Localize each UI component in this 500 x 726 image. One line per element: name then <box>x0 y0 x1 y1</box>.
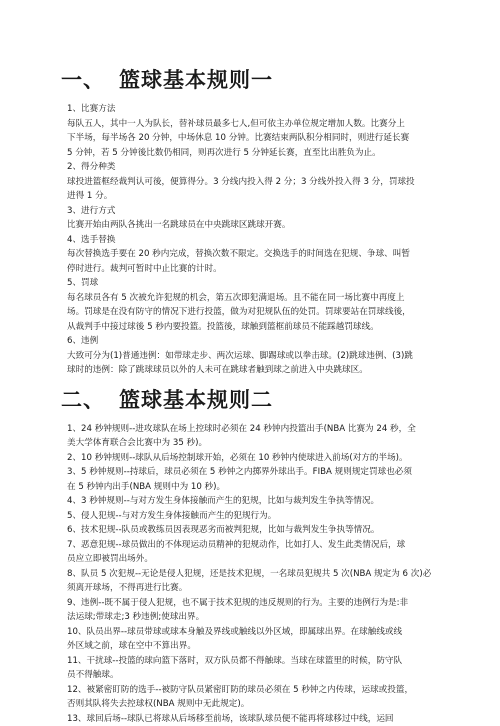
rule-heading: 3、进行方式 <box>67 204 450 219</box>
rule-item <box>67 523 450 538</box>
text-line: 下半场，每半场各 20 分钟，中场休息 10 分钟。比赛结束两队积分相同时，则进行延长赛 <box>67 131 450 146</box>
text-line: 11、干扰球--投篮的球向篮下落时，双方队员都不得触球。当球在球篮里的时候，防守队 <box>67 654 450 669</box>
rule-item <box>67 160 450 204</box>
rule-item <box>67 334 450 378</box>
rule-item <box>67 276 450 334</box>
text-line: 比赛开始由两队各挑出一名跳球员在中央跳球区跳球开赛。 <box>67 218 450 233</box>
rule-heading: 6、违例 <box>67 334 450 349</box>
text-line: 否则其队将失去控球权(NBA 规则中无此规定)。 <box>67 697 450 712</box>
text-line: 9、违例--既不属于侵人犯规，也不属于技术犯规的违反规则的行为。主要的违例行为是:非 <box>67 596 450 611</box>
text-line: 法运球;带球走;3 秒违例;使球出界。 <box>67 610 450 625</box>
rule-heading: 5、罚球 <box>67 276 450 291</box>
text-line: 5 分钟，若 5 分钟後比数仍相同，则再次进行 5 分钟延长赛，直至比出胜负为止。 <box>67 146 450 161</box>
text-line: 外区域之前，球在空中不算出界。 <box>67 639 450 654</box>
text-line: 从裁判手中接过球後 5 秒内要投篮。投篮後，球触到篮框前球员不能踩越罚球线。 <box>67 320 450 335</box>
rule-item <box>67 494 450 509</box>
text-line: 场。罚球是在没有防守的情况下进行投篮，做为对犯规队伍的处罚。罚球要站在罚球线後， <box>67 305 450 320</box>
text-line: 员应立即被罚出场外。 <box>67 552 450 567</box>
text-line: 每次替换选手要在 20 秒内完成，替换次数不限定。交换选手的时间选在犯规、争球、叫暂 <box>67 247 450 262</box>
section-title <box>61 64 450 94</box>
rule-item <box>67 233 450 277</box>
text-line: 每队五人，其中一人为队长，替补球员最多七人,但可依主办单位规定增加人数。比赛分上 <box>67 117 450 132</box>
text-line: 须离开球场，不得再进行比赛。 <box>67 581 450 596</box>
text-line: 每名球员各有 5 次被允许犯规的机会，第五次即犯满退场。且不能在同一场比赛中再度上 <box>67 291 450 306</box>
section-title-text: 篮球基本规则一 <box>119 67 273 92</box>
rule-item <box>67 102 450 160</box>
rule-paragraph <box>67 291 450 335</box>
text-line: 10、队员出界--球员带球或球本身触及界线或触线以外区域，即属球出界。在球触线或线 <box>67 625 450 640</box>
text-line: 6、技术犯规--队员或教练员因表现恶劣而被判犯规，比如与裁判发生争执等情况。 <box>67 523 450 538</box>
rule-paragraph <box>67 218 450 233</box>
rule-item <box>67 654 450 683</box>
text-line: 3、5 秒钟规则--持球后，球员必须在 5 秒钟之内掷界外球出手。FIBA 规则规定罚球也必须 <box>67 465 450 480</box>
rule-item <box>67 422 450 451</box>
text-line: 美大学体育联合会比赛中为 35 秒)。 <box>67 436 450 451</box>
rule-item <box>67 683 450 712</box>
text-line: 4、3 秒钟规则--与对方发生身体接触而产生的犯规，比如与裁判发生争执等情况。 <box>67 494 450 509</box>
rule-item <box>67 712 450 726</box>
text-line: 大致可分为(1)普通违例：如带球走步、两次运球、脚踢球或以拳击球。(2)跳球违例、(3)跳 <box>67 349 450 364</box>
rule-item <box>67 596 450 625</box>
rule-item <box>67 538 450 567</box>
section-number: 二、 <box>61 384 119 414</box>
section-title <box>61 384 450 414</box>
text-line: 员不得触球。 <box>67 668 450 683</box>
section-title-text: 篮球基本规则二 <box>119 387 273 412</box>
text-line: 球投进篮框经裁判认可後，便算得分。3 分线内投入得 2 分；3 分线外投入得 3 分，罚球投 <box>67 175 450 190</box>
rule-item <box>67 451 450 466</box>
text-line: 7、恶意犯规--球员做出的不体现运动员精神的犯规动作，比如打人、发生此类情况后，球 <box>67 538 450 553</box>
text-line: 进得 1 分。 <box>67 189 450 204</box>
rule-heading: 4、选手替换 <box>67 233 450 248</box>
text-line: 12、被紧密盯防的选手--被防守队员紧密盯防的球员必须在 5 秒钟之内传球，运球或投篮， <box>67 683 450 698</box>
text-line: 13、球回后场--球队已将球从后场移至前场，该球队球员便不能再将球移过中线，运回 <box>67 712 450 726</box>
rule-paragraph <box>67 349 450 378</box>
text-line: 停时进行。裁判可暂时中止比赛的计时。 <box>67 262 450 277</box>
text-line: 球时的违例：除了跳球球员以外的人未可在跳球者触到球之前进入中央跳球区。 <box>67 363 450 378</box>
text-line: 1、24 秒钟规则--进攻球队在场上控球时必须在 24 秒钟内投篮出手(NBA 比赛为 24 秒，全 <box>67 422 450 437</box>
rule-paragraph <box>67 117 450 161</box>
text-line: 8、队员 5 次犯规--无论是侵人犯规，还是技术犯规，一名球员犯规共 5 次(NBA 规定为 6 次)必 <box>67 567 450 582</box>
section-number: 一、 <box>61 64 119 94</box>
rule-paragraph <box>67 175 450 204</box>
text-line: 2、10 秒钟规则--球队从后场控制球开始，必须在 10 秒钟内使球进入前场(对方的半场)。 <box>67 451 450 466</box>
rule-paragraph <box>67 247 450 276</box>
rule-item <box>67 567 450 596</box>
text-line: 5、侵人犯规--与对方发生身体接触而产生的犯规行为。 <box>67 509 450 524</box>
rule-item <box>67 625 450 654</box>
text-line: 在 5 秒钟内出手(NBA 规则中为 10 秒)。 <box>67 480 450 495</box>
rule-item <box>67 204 450 233</box>
rule-heading: 2、得分种类 <box>67 160 450 175</box>
rule-item <box>67 509 450 524</box>
rule-item <box>67 465 450 494</box>
rule-heading: 1、比赛方法 <box>67 102 450 117</box>
